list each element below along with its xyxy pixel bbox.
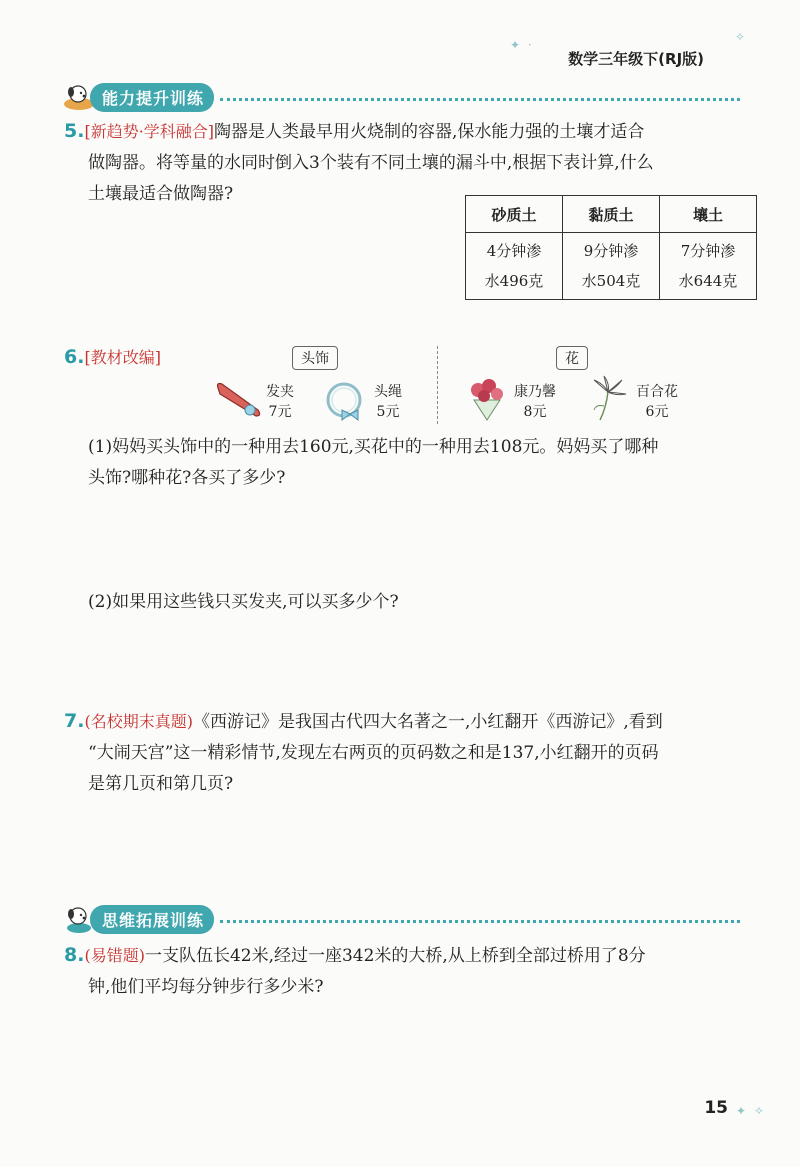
table-cell: 7分钟渗 水644克	[660, 233, 757, 300]
item-price: 8元	[523, 404, 547, 420]
question-text: 《西游记》是我国古代四大名著之一,小红翻开《西游记》,看到	[192, 712, 663, 732]
question-text: 头饰?哪种花?各买了多少?	[88, 468, 286, 488]
question-text: (2)如果用这些钱只买发夹,可以买多少个?	[88, 592, 399, 612]
section-title: 能力提升训练	[90, 83, 214, 112]
header-title: 数学三年级下(RJ版)	[568, 50, 704, 68]
item-name: 头绳	[374, 384, 402, 400]
table-cell: 9分钟渗 水504克	[563, 233, 660, 300]
question-text: 做陶器。将等量的水同时倒入3个装有不同土壤的漏斗中,根据下表计算,什么	[88, 153, 654, 173]
hairclip-icon	[214, 380, 264, 422]
question-number: 5.	[64, 120, 85, 142]
section-title: 思维拓展训练	[90, 905, 214, 934]
footer-decoration: ✦ ✧	[736, 1104, 766, 1118]
question-tag: [教材改编]	[84, 348, 161, 367]
group-label-flowers: 花	[556, 346, 588, 370]
section-divider	[220, 98, 740, 101]
question-tag: (名校期末真题)	[84, 712, 193, 731]
question-number: 7.	[64, 710, 85, 732]
question-text: 钟,他们平均每分钟步行多少米?	[88, 977, 324, 997]
item-name: 百合花	[636, 384, 678, 400]
item-price: 6元	[645, 404, 669, 420]
question-6-part-1	[88, 432, 658, 494]
question-text: (1)妈妈买头饰中的一种用去160元,买花中的一种用去108元。妈妈买了哪种	[88, 437, 659, 457]
item-hairband	[370, 382, 406, 422]
header-decoration: ✦ ·	[510, 38, 534, 52]
question-6-part-2	[88, 587, 399, 618]
group-label-headwear: 头饰	[292, 346, 338, 370]
table-header: 壤土	[660, 196, 757, 233]
soil-table	[465, 195, 757, 300]
question-8	[64, 940, 646, 1003]
item-price: 5元	[376, 404, 400, 420]
item-hairclip	[262, 382, 298, 422]
item-carnation	[510, 382, 560, 422]
item-lily	[632, 382, 682, 422]
hairband-icon	[322, 380, 368, 422]
table-header: 黏质土	[563, 196, 660, 233]
question-7	[64, 706, 663, 800]
question-tag: (易错题)	[84, 946, 145, 965]
section-banner-ability	[62, 82, 740, 112]
question-text: 土壤最适合做陶器?	[88, 184, 234, 204]
item-name: 康乃馨	[514, 384, 556, 400]
question-number: 6.	[64, 346, 85, 368]
question-text: 陶器是人类最早用火烧制的容器,保水能力强的土壤才适合	[214, 122, 645, 142]
table-cell: 4分钟渗 水496克	[466, 233, 563, 300]
section-banner-thinking	[62, 904, 740, 934]
lily-icon	[586, 374, 632, 422]
item-name: 发夹	[266, 384, 294, 400]
table-header: 砂质土	[466, 196, 563, 233]
section-divider	[220, 920, 740, 923]
page-number: 15	[704, 1098, 728, 1118]
group-divider	[437, 346, 438, 424]
question-tag: [新趋势·学科融合]	[84, 122, 215, 141]
question-number: 8.	[64, 944, 85, 966]
question-6-heading	[64, 342, 161, 374]
question-text: 一支队伍长42米,经过一座342米的大桥,从上桥到全部过桥用了8分	[144, 946, 646, 966]
item-price: 7元	[268, 404, 292, 420]
carnation-icon	[462, 374, 512, 422]
header-decoration-right: ✧	[735, 30, 748, 44]
question-text: 是第几页和第几页?	[88, 774, 234, 794]
question-text: “大闹天宫”这一精彩情节,发现左右两页的页码数之和是137,小红翻开的页码	[88, 743, 659, 763]
